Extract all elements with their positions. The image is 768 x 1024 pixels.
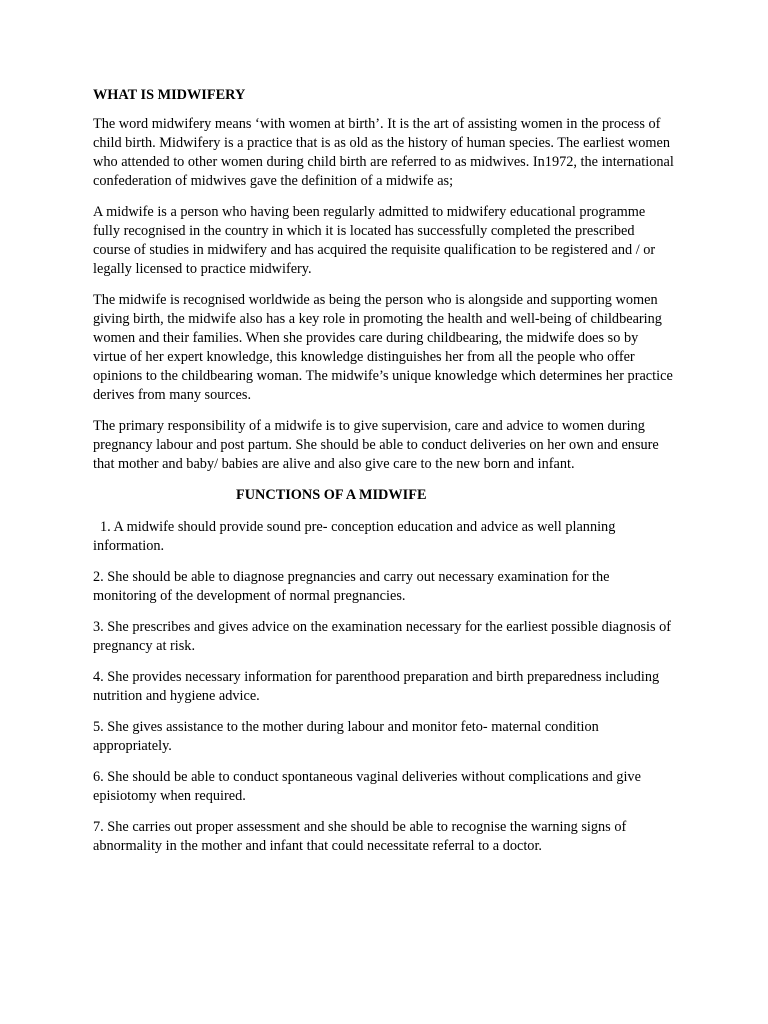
paragraph-primary-responsibility: The primary responsibility of a midwife is to give supervision, care and advice to women during pregnancy labour and post partum. She should be able to conduct deliveries on her own and ensure that mother and baby/ babies are alive and also give care to the new born and infant. — [93, 418, 659, 472]
paragraph-definition-intro: The word midwifery means ‘with women at birth’. It is the art of assisting women in the process of child birth. Midwifery is a practice that is as old as the history of human species. The earliest women who attended to other women during child birth are referred to as midwives. In1972, the international confederation of midwives gave the definition of a midwife as; — [93, 116, 674, 189]
list-item: 6. She should be able to conduct spontaneous vaginal deliveries without complications and give episiotomy when required. — [93, 769, 641, 804]
paragraph-midwife-definition: A midwife is a person who having been regularly admitted to midwifery educational programme fully recognised in the country in which it is located has successfully completed the prescribed course of studies in midwifery and has acquired the requisite qualification to be registered and / or legally licensed to practice midwifery. — [93, 204, 656, 277]
functions-heading: FUNCTIONS OF A MIDWIFE — [236, 487, 427, 503]
list-item: 5. She gives assistance to the mother during labour and monitor feto- maternal condition appropriately. — [93, 719, 599, 754]
list-item: 1. A midwife should provide sound pre- conception education and advice as well planning information. — [93, 519, 616, 554]
paragraph-midwife-role: The midwife is recognised worldwide as being the person who is alongside and supporting women giving birth, the midwife also has a key role in promoting the health and well-being of childbearing women and their families. When she provides care during childbearing, the midwife does so by virtue of her expert knowledge, this knowledge distinguishes her from all the people who offer opinions to the childbearing woman. The midwife’s unique knowledge which determines her practice derives from many sources. — [93, 292, 673, 403]
functions-list — [93, 518, 675, 856]
document-body — [93, 86, 675, 868]
list-item: 3. She prescribes and gives advice on the examination necessary for the earliest possible diagnosis of pregnancy at risk. — [93, 619, 672, 654]
list-item: 7. She carries out proper assessment and she should be able to recognise the warning signs of abnormality in the mother and infant that could necessitate referral to a doctor. — [93, 819, 627, 854]
page-title: WHAT IS MIDWIFERY — [93, 87, 246, 103]
list-item: 2. She should be able to diagnose pregnancies and carry out necessary examination for the monitoring of the development of normal pregnancies. — [93, 569, 610, 604]
list-item: 4. She provides necessary information for parenthood preparation and birth preparedness including nutrition and hygiene advice. — [93, 669, 660, 704]
